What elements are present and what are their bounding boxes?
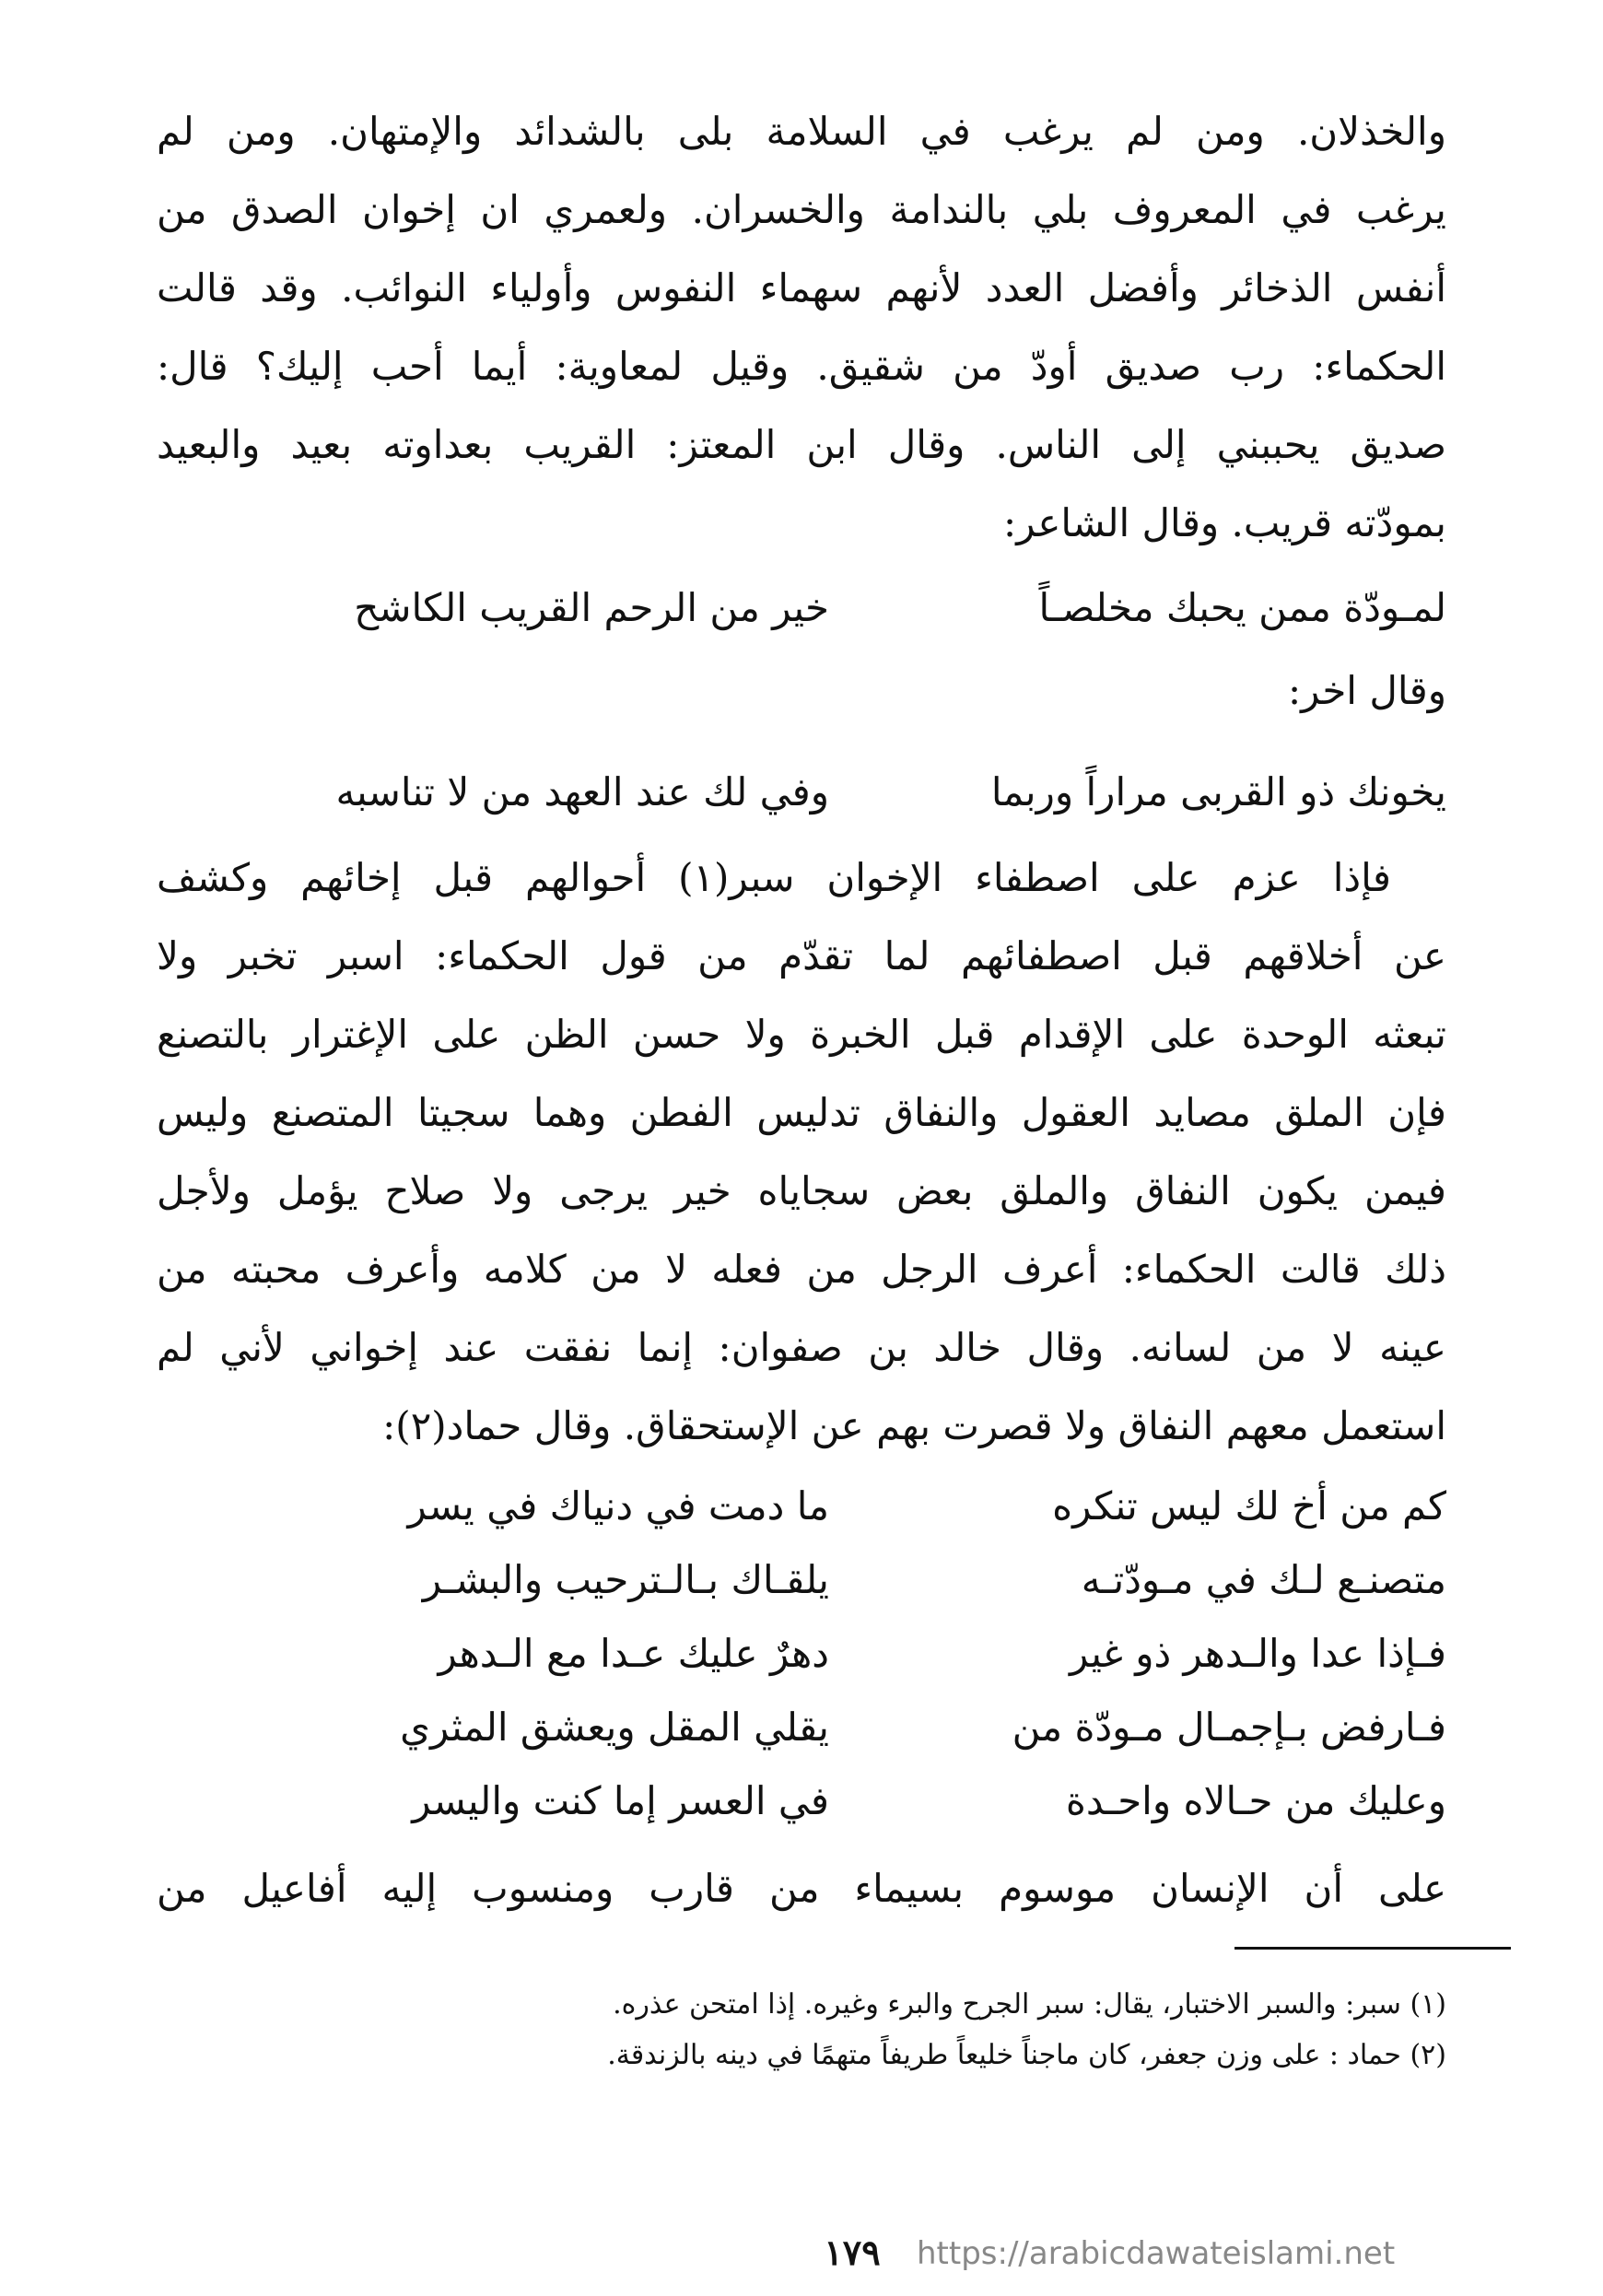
text-line: يرغب في المعروف بلي بالندامة والخسران. ولعمري ان إخوان الصدق من [157, 187, 1446, 232]
text-line: الحكماء: رب صديق أودّ من شقيق. وقيل لمعاوية: أيما أحب إليك؟ قال: [157, 344, 1446, 389]
footnote-1: (١) سبر: والسبر الاختبار، يقال: سبر الجرح والبرء وغيره. إذا امتحن عذره. [613, 1988, 1446, 2021]
text-line: فيمن يكون النفاق والملق بعض سجاياه خير يرجى ولا صلاح يؤمل ولأجل [157, 1168, 1446, 1213]
verse-hemistich-second: وفي لك عند العهد من لا تناسبه [335, 769, 829, 814]
poem-verse [0, 1470, 1603, 1543]
verse-hemistich-second: ما دمت في دنياك في يسر [407, 1483, 829, 1529]
verse-hemistich-first: كم من أخ لك ليس تنكره [1052, 1483, 1446, 1529]
verse-hemistich-first: فـإذا عدا والـدهر ذو غير [1070, 1631, 1446, 1676]
verse-hemistich-second: دهرٌ عليك عـدا مع الـدهر [438, 1631, 829, 1676]
text-line: فإن الملق مصايد العقول والنفاق تدليس الفطن وهما سجيتا المتصنع وليس [157, 1090, 1446, 1135]
text-line: فإذا عزم على اصطفاء الإخوان سبر(١) أحوالهم قبل إخائهم وكشف [157, 855, 1391, 900]
text-line: ذلك قالت الحكماء: أعرف الرجل من فعله لا من كلامه وأعرف محبته من [157, 1247, 1446, 1292]
closing-line: على أن الإنسان موسوم بسيماء من قارب ومنسوب إليه أفاعيل من [157, 1866, 1446, 1911]
verse-hemistich-second: يقلي المقل ويعشق المثري [400, 1704, 829, 1750]
footnote-divider [1234, 1947, 1511, 1950]
verse-hemistich-first: وعليك من حـالاه واحـدة [1065, 1778, 1446, 1823]
footnote-2: (٢) حماد : على وزن جعفر، كان ماجناً خليعاً طريفاً متهمًا في دينه بالزندقة. [607, 2039, 1446, 2071]
verse-hemistich-first: لمـودّة ممن يحبك مخلصـاً [1038, 585, 1446, 630]
poem-verse [0, 1543, 1603, 1617]
page-number: ١٧٩ [824, 2232, 881, 2273]
poem-verse [0, 1691, 1603, 1764]
text-line: تبعثه الوحدة على الإقدام قبل الخبرة ولا حسن الظن على الإغترار بالتصنع [157, 1012, 1446, 1057]
verse-hemistich-first: فـارفض بـإجمـال مـودّة من [1012, 1704, 1446, 1750]
text-line: عينه لا من لسانه. وقال خالد بن صفوان: إنما نفقت عند إخواني لأني لم [157, 1325, 1446, 1370]
paragraph-2 [157, 838, 1446, 1465]
text-line: استعمل معهم النفاق ولا قصرت بهم عن الإستحقاق. وقال حماد(٢): [382, 1403, 1446, 1448]
verse-2 [0, 756, 1603, 829]
text-line: بمودّته قريب. وقال الشاعر: [1003, 500, 1446, 545]
text-line: أنفس الذخائر وأفضل العدد لأنهم سهماء النفوس وأولياء النوائب. وقد قالت [157, 265, 1446, 310]
poem-verse [0, 1617, 1603, 1691]
watermark-url: https://arabicdawateislami.net [917, 2235, 1396, 2272]
poem-verse [0, 1764, 1603, 1838]
verse-1 [0, 571, 1603, 645]
verse-hemistich-second: خير من الرحم القريب الكاشح [354, 585, 829, 630]
paragraph-1 [157, 92, 1446, 562]
verse-hemistich-second: في العسر إما كنت واليسر [412, 1778, 829, 1823]
text-line: صديق يحببني إلى الناس. وقال ابن المعتز: القريب بعداوته بعيد والبعيد [157, 422, 1446, 467]
verse-hemistich-first: يخونك ذو القربى مراراً وربما [990, 769, 1446, 814]
text-line: عن أخلاقهم قبل اصطفائهم لما تقدّم من قول الحكماء: اسبر تخبر ولا [157, 933, 1446, 978]
verse-2-intro: وقال اخر: [1288, 668, 1446, 713]
verse-hemistich-second: يلقـاك بـالـترحيب والبشـر [422, 1557, 829, 1602]
text-line: والخذلان. ومن لم يرغب في السلامة بلى بالشدائد والإمتهان. ومن لم [157, 109, 1446, 154]
verse-hemistich-first: متصنـع لـك في مـودّتـه [1081, 1557, 1446, 1602]
